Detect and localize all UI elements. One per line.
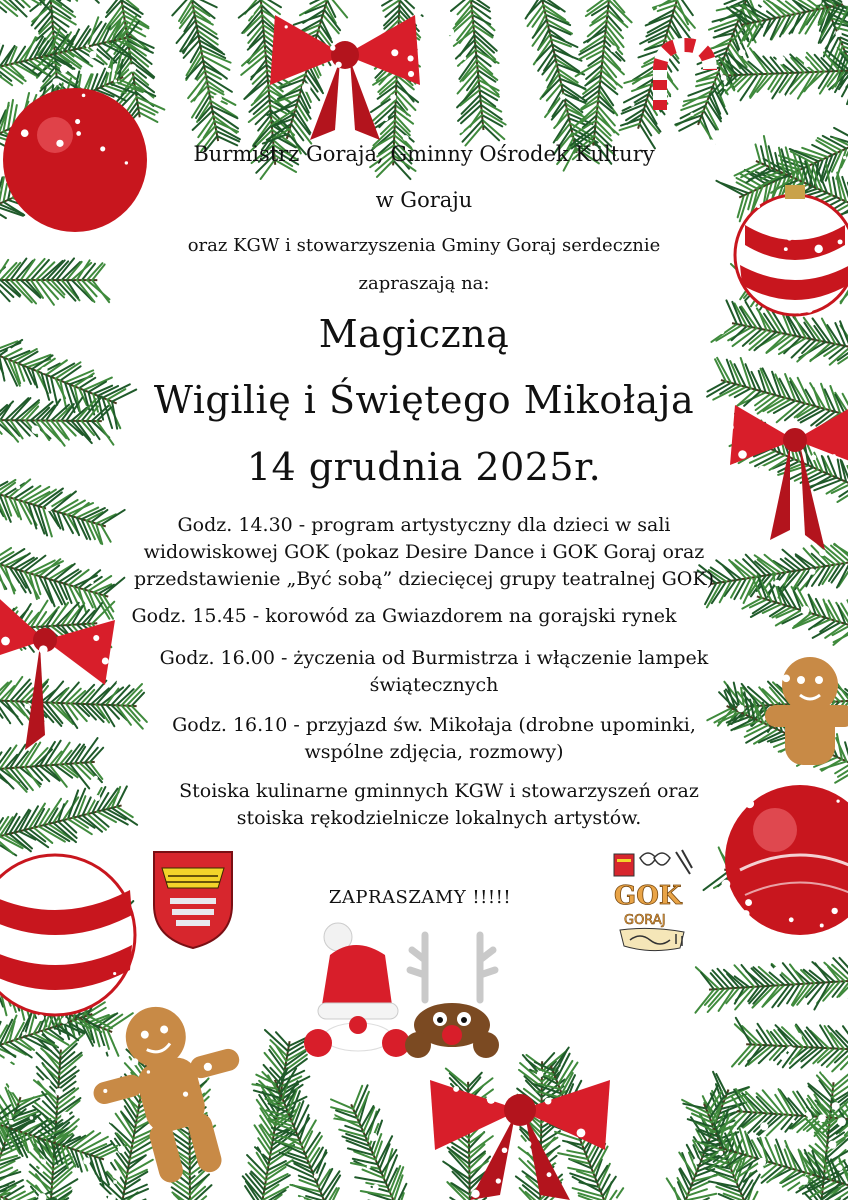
snowflake xyxy=(518,98,524,104)
program-item-1-line-1: Godz. 14.30 - program artystyczny dla dzieci w sali xyxy=(177,514,671,536)
snowflake xyxy=(52,78,59,85)
snowflake xyxy=(728,119,734,125)
organizer-line-1: Burmistrz Goraja, Gminny Ośrodek Kultury xyxy=(193,142,655,166)
snowflake xyxy=(113,972,116,975)
pine-branch xyxy=(331,1085,406,1200)
snowflake xyxy=(460,64,463,67)
snowflake xyxy=(444,46,450,52)
snowflake xyxy=(9,1120,14,1125)
snowflake xyxy=(345,9,351,15)
snowflake xyxy=(107,68,112,73)
snowflake xyxy=(728,424,734,430)
snowflake xyxy=(757,1165,764,1172)
program-item-4-line-1: Godz. 16.10 - przyjazd św. Mikołaja (drobne upominki, xyxy=(172,714,696,736)
program-item-4 xyxy=(10,712,848,766)
snowflake xyxy=(776,56,785,65)
pine-branch xyxy=(695,958,848,1013)
snowflake xyxy=(61,1017,68,1024)
snowflake xyxy=(577,1128,586,1137)
snowflake xyxy=(51,1001,56,1006)
snowflake xyxy=(503,53,511,61)
snowflake xyxy=(190,79,198,87)
snowflake xyxy=(840,928,844,932)
snowflake xyxy=(610,45,617,52)
snowflake xyxy=(670,1075,678,1083)
snowflake xyxy=(657,6,660,9)
snowflake xyxy=(212,1100,219,1107)
snowflake xyxy=(407,55,413,61)
snowflake xyxy=(821,504,825,508)
snowflake xyxy=(773,966,782,975)
snowflake xyxy=(555,1159,559,1163)
snowflake xyxy=(9,1085,17,1093)
snowflake xyxy=(249,11,253,15)
snowflake xyxy=(118,1146,126,1154)
snowflake xyxy=(547,1172,552,1177)
snowflake xyxy=(574,12,580,18)
snowflake xyxy=(78,23,84,29)
snowflake xyxy=(25,704,31,710)
snowflake xyxy=(30,1116,34,1120)
snowflake xyxy=(630,102,635,107)
pine-branch xyxy=(709,48,848,101)
snowflake xyxy=(820,923,824,927)
snowflake xyxy=(1,637,10,646)
snowflake xyxy=(447,28,454,35)
snowflake xyxy=(808,1115,812,1119)
reindeer-icon xyxy=(405,935,499,1058)
snowflake xyxy=(390,94,396,100)
snowflake xyxy=(285,25,288,28)
snowflake xyxy=(743,109,749,115)
snowflake xyxy=(373,1184,379,1190)
snowflake xyxy=(487,1095,495,1103)
snowflake xyxy=(690,113,694,117)
snowflake xyxy=(344,1165,350,1171)
snowflake xyxy=(327,1112,335,1120)
program-item-4-line-2: wspólne zdjęcia, rozmowy) xyxy=(304,741,564,763)
program-item-1 xyxy=(0,512,848,593)
snowflake xyxy=(839,944,842,947)
pine-branch xyxy=(450,0,506,145)
invitation-cta: ZAPRASZAMY !!!!! xyxy=(328,887,512,908)
snowflake xyxy=(800,1176,809,1185)
snowflake xyxy=(818,367,827,376)
snowflake xyxy=(41,367,47,373)
stalls-info xyxy=(15,778,848,832)
snowflake xyxy=(90,1111,98,1119)
snowflake xyxy=(383,116,388,121)
snowflake xyxy=(86,44,89,47)
snowflake xyxy=(131,1058,138,1065)
snowflake xyxy=(463,56,467,60)
snowflake xyxy=(679,1062,686,1069)
snowflake xyxy=(764,258,769,263)
snowflake xyxy=(101,1046,108,1053)
program-item-1-line-2: widowiskowej GOK (pokaz Desire Dance i GOK Goraj oraz xyxy=(143,541,705,563)
pine-branch xyxy=(732,1018,848,1072)
snowflake xyxy=(129,64,137,72)
program-item-2-line-1: Godz. 15.45 - korowód za Gwiazdorem na gorajski rynek xyxy=(131,605,677,627)
snowflake xyxy=(39,1168,44,1173)
event-title-line-2: Wigilię i Świętego Mikołaja xyxy=(153,378,695,422)
snowflake xyxy=(314,1174,319,1179)
snowflake xyxy=(828,1141,836,1149)
snowflake xyxy=(93,876,102,885)
snowflake xyxy=(537,1071,544,1078)
stalls-info-line-2: stoiska rękodzielnicze lokalnych artystów. xyxy=(236,807,642,829)
snowflake xyxy=(127,356,133,362)
snowflake xyxy=(614,1170,619,1175)
santa-hat-icon xyxy=(304,923,410,1057)
snowflake xyxy=(113,1180,117,1184)
snowflake xyxy=(821,1067,828,1074)
snowflake xyxy=(812,1066,820,1074)
snowflake xyxy=(729,105,733,109)
gok-logo-icon xyxy=(610,848,698,960)
snowflake xyxy=(764,497,768,501)
snowflake xyxy=(787,1046,793,1052)
snowflake xyxy=(46,505,52,511)
snowflake xyxy=(414,7,423,16)
snowflake xyxy=(82,94,86,98)
snowflake xyxy=(60,65,68,73)
snowflake xyxy=(683,7,687,11)
snowflake xyxy=(499,1090,502,1093)
snowflake xyxy=(261,1151,264,1154)
program-item-3-line-1: Godz. 16.00 - życzenia od Burmistrza i włączenie lampek xyxy=(159,647,709,669)
snowflake xyxy=(496,1178,501,1183)
snowflake xyxy=(367,1165,371,1169)
snowflake xyxy=(243,1158,246,1161)
snowflake xyxy=(837,1117,846,1126)
snowflake xyxy=(457,126,464,133)
snowflake xyxy=(718,1151,723,1156)
snowflake xyxy=(2,720,9,727)
mascots xyxy=(300,915,510,1060)
snowflake xyxy=(31,425,39,433)
stalls-info-line-1: Stoiska kulinarne gminnych KGW i stowarzyszeń oraz xyxy=(179,780,699,802)
snowflake xyxy=(99,1113,103,1117)
snowflake xyxy=(89,51,96,58)
snowflake xyxy=(560,94,566,100)
snowflake xyxy=(76,131,81,136)
snowflake xyxy=(302,83,311,92)
snowflake xyxy=(780,1053,788,1061)
snowflake xyxy=(171,55,174,58)
snowflake xyxy=(195,1172,199,1176)
snowflake xyxy=(473,1064,479,1070)
snowflake xyxy=(671,89,675,93)
snowflake xyxy=(738,49,745,56)
snowflake xyxy=(774,935,782,943)
snowflake xyxy=(114,1119,120,1125)
snowflake xyxy=(25,31,34,40)
program-item-3-line-2: świątecznych xyxy=(369,674,499,696)
snowflake xyxy=(147,1070,150,1073)
snowflake xyxy=(651,1186,654,1189)
snowflake xyxy=(795,1033,802,1040)
snowflake xyxy=(103,1089,107,1093)
pine-branch xyxy=(172,0,240,152)
event-date: 14 grudnia 2025r. xyxy=(246,445,602,489)
organizer-line-3: oraz KGW i stowarzyszenia Gminy Goraj serdecznie xyxy=(187,235,661,256)
snowflake xyxy=(451,120,456,125)
snowflake xyxy=(818,1114,826,1122)
snowflake xyxy=(615,1180,621,1186)
snowflake xyxy=(756,1089,759,1092)
snowflake xyxy=(791,1120,795,1124)
program-item-3 xyxy=(10,645,848,699)
snowflake xyxy=(369,1133,377,1141)
snowflake xyxy=(66,842,69,845)
snowflake xyxy=(57,299,64,306)
snowflake xyxy=(92,46,97,51)
snowflake xyxy=(233,1161,241,1169)
snowflake xyxy=(724,86,727,89)
snowflake xyxy=(738,1072,746,1080)
snowflake xyxy=(837,220,840,223)
snowflake xyxy=(163,15,167,19)
snowflake xyxy=(204,1063,212,1071)
snowflake xyxy=(22,1032,26,1036)
snowflake xyxy=(93,635,99,641)
snowflake xyxy=(742,910,749,917)
snowflake xyxy=(433,1179,441,1187)
snowflake xyxy=(39,1032,42,1035)
snowflake xyxy=(112,1170,121,1179)
snowflake xyxy=(453,1086,459,1092)
snowflake xyxy=(237,33,244,40)
snowflake xyxy=(452,1063,455,1066)
snowflake xyxy=(338,1081,342,1085)
snowflake xyxy=(214,94,222,102)
snowflake xyxy=(72,1188,78,1194)
snowflake xyxy=(3,795,6,798)
program-item-1-line-3: przedstawienie „Być sobą” dziecięcej grupy teatralnej GOK) xyxy=(133,568,714,590)
snowflake xyxy=(391,49,398,56)
snowflake xyxy=(721,75,727,81)
pine-branch xyxy=(807,0,848,122)
snowflake xyxy=(760,7,766,13)
snowflake xyxy=(673,1111,679,1117)
snowflake xyxy=(55,1088,62,1095)
event-title-line-1: Magiczną xyxy=(318,312,510,356)
snowflake xyxy=(760,1122,768,1130)
snowflake xyxy=(471,1190,479,1198)
snowflake xyxy=(693,1158,699,1164)
snowflake xyxy=(114,79,117,82)
ornament-striped-left-icon xyxy=(0,855,135,1015)
coat-of-arms-icon xyxy=(152,850,234,950)
snowflake xyxy=(694,45,701,52)
snowflake xyxy=(75,119,80,124)
invite-line: zapraszają na: xyxy=(358,273,490,294)
snowflake xyxy=(336,62,342,68)
snowflake xyxy=(61,1112,70,1121)
snowflake xyxy=(338,1146,342,1150)
snowflake xyxy=(545,1098,552,1105)
snowflake xyxy=(403,135,409,141)
snowflake xyxy=(637,1130,644,1137)
snowflake xyxy=(758,1158,766,1166)
svg-text:GORAJ: GORAJ xyxy=(624,913,666,928)
snowflake xyxy=(340,121,348,129)
snowflake xyxy=(835,31,841,37)
snowflake xyxy=(781,94,785,98)
snowflake xyxy=(808,1137,816,1145)
snowflake xyxy=(108,1194,116,1200)
organizer-line-2: w Goraju xyxy=(375,188,473,212)
snowflake xyxy=(653,1134,661,1142)
snowflake xyxy=(408,71,414,77)
snowflake xyxy=(42,1079,50,1087)
pine-branch xyxy=(571,0,632,164)
snowflake xyxy=(21,129,29,137)
snowflake xyxy=(4,1055,12,1063)
snowflake xyxy=(757,64,761,68)
snowflake xyxy=(8,1116,11,1119)
snowflake xyxy=(502,1147,508,1153)
snowflake xyxy=(115,1042,121,1048)
snowflake xyxy=(0,1069,8,1078)
snowflake xyxy=(672,105,676,109)
snowflake xyxy=(183,1091,188,1096)
snowflake xyxy=(109,1119,114,1124)
svg-text:GOK: GOK xyxy=(614,881,682,911)
snowflake xyxy=(832,1102,840,1110)
snowflake xyxy=(41,1159,46,1164)
snowflake xyxy=(837,1165,843,1171)
snowflake xyxy=(38,1014,45,1021)
snowflake xyxy=(789,917,794,922)
snowflake xyxy=(831,908,837,914)
snowflake xyxy=(525,1141,531,1147)
snowflake xyxy=(310,1066,316,1072)
snowflake xyxy=(83,1157,90,1164)
snowflake xyxy=(84,17,90,23)
program-item-2 xyxy=(0,603,828,630)
snowflake xyxy=(809,30,817,38)
snowflake xyxy=(228,1071,237,1080)
snowflake xyxy=(330,45,335,50)
snowflake xyxy=(82,1183,90,1191)
snowflake xyxy=(99,363,107,371)
snowflake xyxy=(81,875,89,883)
snowflake xyxy=(171,98,177,104)
snowflake xyxy=(804,60,811,67)
